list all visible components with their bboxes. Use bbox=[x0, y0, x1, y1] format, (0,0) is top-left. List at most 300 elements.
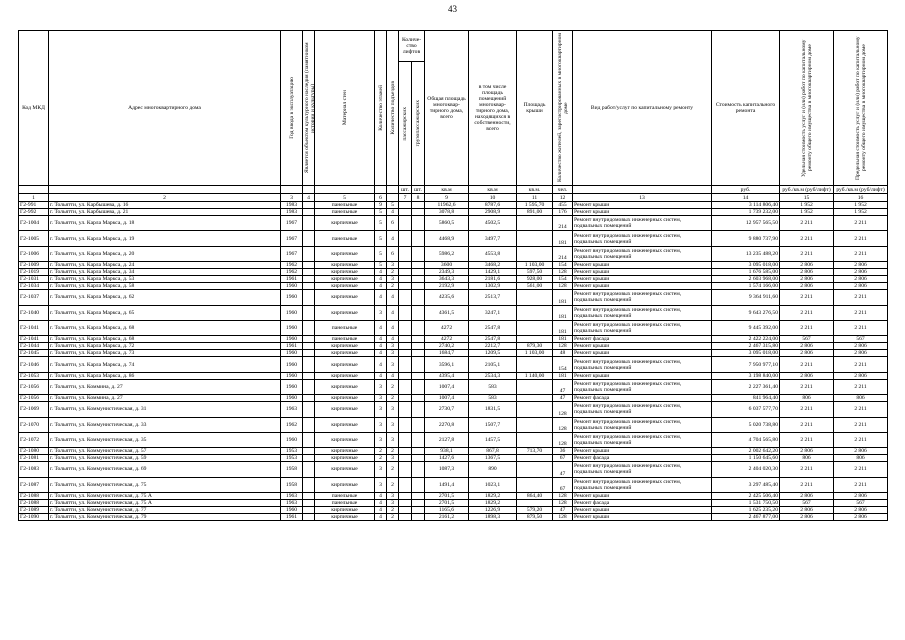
cell-address: г. Тольятти, ул. Коммунистическая, д. 75 А bbox=[49, 493, 281, 500]
cell-year: 1967 bbox=[281, 246, 303, 261]
cell-unit-cost: 2 806 bbox=[780, 372, 834, 379]
cell-floors: 3 bbox=[375, 462, 387, 477]
cell-owned-area: 890 bbox=[469, 462, 517, 477]
cell-limit-cost: 567 bbox=[834, 500, 888, 507]
table-row bbox=[19, 262, 888, 269]
cell-residents: 128 bbox=[553, 269, 573, 276]
cell-freight-lifts bbox=[412, 402, 425, 417]
cell-code: Г2-1006 bbox=[19, 246, 49, 261]
cell-wall: кирпичные bbox=[315, 507, 375, 514]
cell-limit-cost: 2 806 bbox=[834, 283, 888, 290]
cell-work-type: Ремонт внутридомовых инженерных систем, подвальных помещений bbox=[573, 432, 712, 447]
table-row bbox=[19, 336, 888, 343]
cell-code: Г2-1037 bbox=[19, 290, 49, 305]
cell-floors: 9 bbox=[375, 202, 387, 209]
cell-year: 1961 bbox=[281, 514, 303, 521]
cell-year: 1960 bbox=[281, 357, 303, 372]
cell-unit-cost: 2 806 bbox=[780, 448, 834, 455]
cell-entrances: 5 bbox=[387, 202, 399, 209]
cell-owned-area: 583 bbox=[469, 395, 517, 402]
cell-cultural bbox=[303, 290, 315, 305]
cell-freight-lifts bbox=[412, 269, 425, 276]
cell-address: г. Тольятти, ул. Карла Маркса, д. 20 bbox=[49, 246, 281, 261]
cell-floors: 2 bbox=[375, 448, 387, 455]
cell-residents: 36 bbox=[553, 448, 573, 455]
cell-owned-area: 583 bbox=[469, 379, 517, 394]
column-number-cell: 13 bbox=[573, 194, 712, 202]
cell-floors: 3 bbox=[375, 432, 387, 447]
cell-cultural bbox=[303, 305, 315, 320]
cell-floors: 3 bbox=[375, 417, 387, 432]
table-row bbox=[19, 357, 888, 372]
cell-total-area: 4235,6 bbox=[425, 290, 469, 305]
cell-residents: 214 bbox=[553, 216, 573, 231]
units-row bbox=[19, 186, 888, 194]
cell-cost: 3 114 806,40 bbox=[712, 202, 780, 209]
cell-wall: кирпичные bbox=[315, 379, 375, 394]
cell-year: 1960 bbox=[281, 372, 303, 379]
cell-unit-cost: 567 bbox=[780, 336, 834, 343]
unit-cell: руб./кв.м (руб/лифт) bbox=[780, 186, 834, 194]
cell-work-type: Ремонт внутридомовых инженерных систем, подвальных помещений bbox=[573, 402, 712, 417]
table-row bbox=[19, 395, 888, 402]
cell-freight-lifts bbox=[412, 305, 425, 320]
cell-passenger-lifts bbox=[399, 209, 412, 216]
cell-wall: кирпичные bbox=[315, 343, 375, 350]
cell-roof-area: 1 140,00 bbox=[517, 372, 553, 379]
cell-owned-area: 4502,5 bbox=[469, 216, 517, 231]
cell-roof-area: 864,40 bbox=[517, 493, 553, 500]
cell-total-area: 3078,8 bbox=[425, 209, 469, 216]
cell-roof-area bbox=[517, 477, 553, 492]
cell-roof-area bbox=[517, 379, 553, 394]
cell-roof-area: 879,50 bbox=[517, 514, 553, 521]
cell-owned-area: 1209,5 bbox=[469, 350, 517, 357]
cell-owned-area: 4553,8 bbox=[469, 246, 517, 261]
cell-cultural bbox=[303, 216, 315, 231]
cell-work-type: Ремонт крыши bbox=[573, 448, 712, 455]
cell-cultural bbox=[303, 262, 315, 269]
header-work-type: Вид работ/услуг по капитальному ремонту bbox=[573, 31, 712, 186]
unit-cell: руб. bbox=[712, 186, 780, 194]
cell-freight-lifts bbox=[412, 477, 425, 492]
table-row bbox=[19, 269, 888, 276]
cell-unit-cost: 2 211 bbox=[780, 379, 834, 394]
cell-year: 1960 bbox=[281, 283, 303, 290]
column-number-cell: 10 bbox=[469, 194, 517, 202]
table-row bbox=[19, 500, 888, 507]
cell-code: Г2-1041 bbox=[19, 320, 49, 335]
cell-wall: кирпичные bbox=[315, 246, 375, 261]
cell-passenger-lifts bbox=[399, 448, 412, 455]
unit-cell bbox=[49, 186, 281, 194]
table-row bbox=[19, 283, 888, 290]
cell-address: г. Тольятти, ул. Карла Маркса, д. 34 bbox=[49, 269, 281, 276]
cell-entrances: 4 bbox=[387, 320, 399, 335]
cell-code: Г2-1041 bbox=[19, 336, 49, 343]
cell-owned-area: 2547,8 bbox=[469, 320, 517, 335]
cell-year: 1983 bbox=[281, 209, 303, 216]
cell-floors: 3 bbox=[375, 477, 387, 492]
cell-wall: кирпичные bbox=[315, 477, 375, 492]
cell-roof-area bbox=[517, 246, 553, 261]
cell-passenger-lifts bbox=[399, 283, 412, 290]
cell-floors: 4 bbox=[375, 493, 387, 500]
cell-roof-area: 561,00 bbox=[517, 283, 553, 290]
cell-total-area: 4272 bbox=[425, 320, 469, 335]
header-address: Адрес многоквартирного дома bbox=[49, 31, 281, 186]
cell-limit-cost: 2 211 bbox=[834, 357, 888, 372]
cell-passenger-lifts bbox=[399, 246, 412, 261]
cell-wall: кирпичные bbox=[315, 395, 375, 402]
cell-address: г. Тольятти, ул. Коммунистическая, д. 31 bbox=[49, 402, 281, 417]
cell-freight-lifts bbox=[412, 462, 425, 477]
cell-address: г. Тольятти, ул. Карла Маркса, д. 62 bbox=[49, 290, 281, 305]
cell-wall: кирпичные bbox=[315, 357, 375, 372]
cell-entrances: 3 bbox=[387, 276, 399, 283]
cell-year: 1953 bbox=[281, 448, 303, 455]
table-row bbox=[19, 402, 888, 417]
cell-year: 1960 bbox=[281, 320, 303, 335]
cell-work-type: Ремонт крыши bbox=[573, 514, 712, 521]
cell-owned-area: 3247,1 bbox=[469, 305, 517, 320]
cell-residents: 48 bbox=[553, 350, 573, 357]
cell-unit-cost: 806 bbox=[780, 395, 834, 402]
cell-limit-cost: 2 211 bbox=[834, 432, 888, 447]
cell-address: г. Тольятти, ул. Коммунистическая, д. 35 bbox=[49, 432, 281, 447]
cell-unit-cost: 2 806 bbox=[780, 283, 834, 290]
cell-wall: кирпичные bbox=[315, 402, 375, 417]
cell-owned-area: 3468,2 bbox=[469, 262, 517, 269]
cell-freight-lifts bbox=[412, 514, 425, 521]
cell-total-area: 938,1 bbox=[425, 448, 469, 455]
cell-passenger-lifts bbox=[399, 455, 412, 462]
cell-roof-area bbox=[517, 305, 553, 320]
cell-freight-lifts bbox=[412, 276, 425, 283]
cell-year: 1963 bbox=[281, 402, 303, 417]
cell-passenger-lifts bbox=[399, 493, 412, 500]
cell-work-type: Ремонт внутридомовых инженерных систем, подвальных помещений bbox=[573, 305, 712, 320]
cell-address: г. Тольятти, ул. Карла Маркса, д. 18 bbox=[49, 216, 281, 231]
cell-entrances: 3 bbox=[387, 455, 399, 462]
cell-cultural bbox=[303, 477, 315, 492]
cell-cost: 2 404 020,30 bbox=[712, 462, 780, 477]
header-wall: Материал стен bbox=[315, 31, 375, 186]
cell-passenger-lifts bbox=[399, 402, 412, 417]
header-year: Год ввода в эксплуатацию bbox=[281, 31, 303, 186]
header-cultural: Является объектом культурного наследия (памятником истории и культуры) bbox=[303, 31, 315, 186]
cell-address: г. Тольятти, ул. Карла Маркса, д. 86 bbox=[49, 372, 281, 379]
cell-address: г. Тольятти, ул. Карбышева, д. 21 bbox=[49, 209, 281, 216]
cell-wall: панельные bbox=[315, 500, 375, 507]
table-row bbox=[19, 276, 888, 283]
cell-cultural bbox=[303, 417, 315, 432]
cell-unit-cost: 2 211 bbox=[780, 477, 834, 492]
unit-cell bbox=[19, 186, 49, 194]
cell-floors: 5 bbox=[375, 231, 387, 246]
cell-passenger-lifts bbox=[399, 231, 412, 246]
table-row bbox=[19, 290, 888, 305]
cell-entrances: 2 bbox=[387, 395, 399, 402]
cell-total-area: 1087,3 bbox=[425, 462, 469, 477]
cell-work-type: Ремонт крыши bbox=[573, 262, 712, 269]
cell-passenger-lifts bbox=[399, 350, 412, 357]
cell-entrances: 2 bbox=[387, 462, 399, 477]
cell-work-type: Ремонт внутридомовых инженерных систем, подвальных помещений bbox=[573, 216, 712, 231]
cell-code: Г2-1040 bbox=[19, 305, 49, 320]
cell-cost: 2 227 361,40 bbox=[712, 379, 780, 394]
cell-unit-cost: 806 bbox=[780, 455, 834, 462]
cell-address: г. Тольятти, ул. Карбышева, д. 16 bbox=[49, 202, 281, 209]
unit-cell bbox=[303, 186, 315, 194]
cell-cost: 1 531 750,50 bbox=[712, 500, 780, 507]
cell-roof-area: 1 595,70 bbox=[517, 202, 553, 209]
cell-passenger-lifts bbox=[399, 462, 412, 477]
cell-cultural bbox=[303, 283, 315, 290]
cell-freight-lifts bbox=[412, 493, 425, 500]
cell-year: 1962 bbox=[281, 417, 303, 432]
cell-work-type: Ремонт фасада bbox=[573, 455, 712, 462]
cell-entrances: 2 bbox=[387, 269, 399, 276]
cell-cost: 3 095 018,00 bbox=[712, 262, 780, 269]
column-number-cell: 9 bbox=[425, 194, 469, 202]
cell-freight-lifts bbox=[412, 320, 425, 335]
cell-total-area: 1491,4 bbox=[425, 477, 469, 492]
cell-code: Г2-1088 bbox=[19, 500, 49, 507]
cell-cultural bbox=[303, 276, 315, 283]
cell-limit-cost: 2 806 bbox=[834, 448, 888, 455]
cell-work-type: Ремонт внутридомовых инженерных систем, подвальных помещений bbox=[573, 246, 712, 261]
cell-code: Г2-1070 bbox=[19, 417, 49, 432]
cell-owned-area: 2547,8 bbox=[469, 336, 517, 343]
cell-cultural bbox=[303, 246, 315, 261]
cell-roof-area: 1 103,00 bbox=[517, 350, 553, 357]
cell-floors: 4 bbox=[375, 350, 387, 357]
cell-floors: 5 bbox=[375, 216, 387, 231]
cell-freight-lifts bbox=[412, 283, 425, 290]
cell-limit-cost: 2 806 bbox=[834, 343, 888, 350]
cell-floors: 4 bbox=[375, 343, 387, 350]
cell-passenger-lifts bbox=[399, 477, 412, 492]
cell-code: Г2-1019 bbox=[19, 269, 49, 276]
header-total-area: Общая площадь многоквар-тирного дома, всего bbox=[425, 31, 469, 186]
cell-year: 1958 bbox=[281, 462, 303, 477]
cell-unit-cost: 2 806 bbox=[780, 269, 834, 276]
column-numbers-row bbox=[19, 194, 888, 202]
cell-year: 1960 bbox=[281, 336, 303, 343]
cell-year: 1960 bbox=[281, 379, 303, 394]
cell-address: г. Тольятти, ул. Карла Маркса, д. 19 bbox=[49, 231, 281, 246]
header-owned-area: в том числе площадь помещений многоквар-тирного дома, находящихся в собственности, всего bbox=[469, 31, 517, 186]
cell-cultural bbox=[303, 402, 315, 417]
cell-roof-area bbox=[517, 500, 553, 507]
header-code: Код МКД bbox=[19, 31, 49, 186]
cell-roof-area: 597,50 bbox=[517, 269, 553, 276]
cell-limit-cost: 806 bbox=[834, 455, 888, 462]
cell-entrances: 3 bbox=[387, 262, 399, 269]
cell-entrances: 4 bbox=[387, 290, 399, 305]
cell-freight-lifts bbox=[412, 350, 425, 357]
table-row bbox=[19, 209, 888, 216]
cell-residents: 181 bbox=[553, 320, 573, 335]
cell-owned-area: 2181,6 bbox=[469, 276, 517, 283]
cell-code: Г2-1009 bbox=[19, 262, 49, 269]
cell-entrances: 2 bbox=[387, 477, 399, 492]
cell-entrances: 3 bbox=[387, 343, 399, 350]
cell-address: г. Тольятти, ул. Карла Маркса, д. 58 bbox=[49, 283, 281, 290]
cell-cultural bbox=[303, 432, 315, 447]
cell-residents: 128 bbox=[553, 343, 573, 350]
cell-passenger-lifts bbox=[399, 417, 412, 432]
cell-freight-lifts bbox=[412, 343, 425, 350]
cell-limit-cost: 2 211 bbox=[834, 320, 888, 335]
cell-cost: 6 037 577,70 bbox=[712, 402, 780, 417]
cell-address: г. Тольятти, ул. Карла Маркса, д. 68 bbox=[49, 336, 281, 343]
cell-freight-lifts bbox=[412, 290, 425, 305]
cell-code: Г2-1046 bbox=[19, 357, 49, 372]
cell-code: Г2-1005 bbox=[19, 231, 49, 246]
cell-owned-area: 1302,9 bbox=[469, 283, 517, 290]
cell-residents: 154 bbox=[553, 262, 573, 269]
cell-wall: кирпичные bbox=[315, 462, 375, 477]
cell-roof-area: 713,70 bbox=[517, 448, 553, 455]
unit-cell bbox=[387, 186, 399, 194]
cell-freight-lifts bbox=[412, 507, 425, 514]
cell-entrances: 2 bbox=[387, 448, 399, 455]
column-number-cell: 8 bbox=[412, 194, 425, 202]
cell-code: Г2-1056 bbox=[19, 395, 49, 402]
header-freight-lifts: грузопассажирских bbox=[412, 62, 425, 186]
cell-passenger-lifts bbox=[399, 379, 412, 394]
header-entrances: Количество подъездов bbox=[387, 31, 399, 186]
cell-owned-area: 1829,2 bbox=[469, 500, 517, 507]
cell-passenger-lifts bbox=[399, 290, 412, 305]
cell-floors: 4 bbox=[375, 500, 387, 507]
cell-passenger-lifts bbox=[399, 507, 412, 514]
cell-work-type: Ремонт внутридомовых инженерных систем, подвальных помещений bbox=[573, 231, 712, 246]
unit-cell: руб./кв.м (руб/лифт) bbox=[834, 186, 888, 194]
cell-floors: 4 bbox=[375, 283, 387, 290]
cell-passenger-lifts bbox=[399, 262, 412, 269]
cell-year: 1960 bbox=[281, 350, 303, 357]
cell-limit-cost: 2 211 bbox=[834, 246, 888, 261]
cell-floors: 3 bbox=[375, 305, 387, 320]
cell-cultural bbox=[303, 514, 315, 521]
table-row bbox=[19, 216, 888, 231]
cell-wall: кирпичные bbox=[315, 372, 375, 379]
cell-address: г. Тольятти, ул. Карла Маркса, д. 72 bbox=[49, 343, 281, 350]
header-passenger-lifts: пассажирских bbox=[399, 62, 412, 186]
cell-work-type: Ремонт внутридомовых инженерных систем, подвальных помещений bbox=[573, 477, 712, 492]
cell-entrances: 3 bbox=[387, 402, 399, 417]
cell-freight-lifts bbox=[412, 395, 425, 402]
table-row bbox=[19, 432, 888, 447]
cell-residents: 128 bbox=[553, 500, 573, 507]
cell-floors: 5 bbox=[375, 262, 387, 269]
cell-residents: 47 bbox=[553, 379, 573, 394]
cell-floors: 4 bbox=[375, 372, 387, 379]
cell-wall: панельные bbox=[315, 202, 375, 209]
cell-owned-area: 1023,1 bbox=[469, 477, 517, 492]
cell-cultural bbox=[303, 336, 315, 343]
cell-roof-area: 928,00 bbox=[517, 276, 553, 283]
cell-total-area: 4361,5 bbox=[425, 305, 469, 320]
cell-limit-cost: 2 806 bbox=[834, 276, 888, 283]
cell-unit-cost: 2 211 bbox=[780, 417, 834, 432]
cell-work-type: Ремонт внутридомовых инженерных систем, подвальных помещений bbox=[573, 357, 712, 372]
cell-residents: 455 bbox=[553, 202, 573, 209]
unit-cell: чел. bbox=[553, 186, 573, 194]
cell-freight-lifts bbox=[412, 209, 425, 216]
cell-roof-area bbox=[517, 336, 553, 343]
cell-cultural bbox=[303, 372, 315, 379]
cell-work-type: Ремонт фасада bbox=[573, 500, 712, 507]
cell-code: Г2-1089 bbox=[19, 507, 49, 514]
cell-owned-area: 2212,7 bbox=[469, 343, 517, 350]
header-lifts: Количе-ство лифтов bbox=[399, 31, 425, 62]
cell-cultural bbox=[303, 462, 315, 477]
cell-limit-cost: 2 211 bbox=[834, 462, 888, 477]
cell-unit-cost: 2 211 bbox=[780, 216, 834, 231]
cell-cost: 3 198 840,00 bbox=[712, 372, 780, 379]
unit-cell: кв.м bbox=[425, 186, 469, 194]
cell-cultural bbox=[303, 357, 315, 372]
cell-unit-cost: 2 211 bbox=[780, 432, 834, 447]
cell-work-type: Ремонт крыши bbox=[573, 202, 712, 209]
cell-work-type: Ремонт крыши bbox=[573, 493, 712, 500]
cell-work-type: Ремонт внутридомовых инженерных систем, подвальных помещений bbox=[573, 290, 712, 305]
cell-freight-lifts bbox=[412, 357, 425, 372]
cell-total-area: 5860,5 bbox=[425, 216, 469, 231]
cell-address: г. Тольятти, ул. Карла Маркса, д. 68 bbox=[49, 320, 281, 335]
cell-owned-area: 3497,7 bbox=[469, 231, 517, 246]
cell-code: Г2-1088 bbox=[19, 493, 49, 500]
cell-limit-cost: 2 806 bbox=[834, 507, 888, 514]
table-row bbox=[19, 246, 888, 261]
table-row bbox=[19, 417, 888, 432]
cell-freight-lifts bbox=[412, 231, 425, 246]
cell-total-area: 1165,6 bbox=[425, 507, 469, 514]
cell-unit-cost: 2 211 bbox=[780, 357, 834, 372]
cell-total-area: 2127,8 bbox=[425, 432, 469, 447]
table-row bbox=[19, 455, 888, 462]
cell-unit-cost: 2 806 bbox=[780, 493, 834, 500]
cell-passenger-lifts bbox=[399, 432, 412, 447]
cell-owned-area: 2908,9 bbox=[469, 209, 517, 216]
cell-freight-lifts bbox=[412, 448, 425, 455]
cell-passenger-lifts bbox=[399, 336, 412, 343]
cell-cultural bbox=[303, 448, 315, 455]
cell-wall: кирпичные bbox=[315, 305, 375, 320]
cell-entrances: 3 bbox=[387, 350, 399, 357]
cell-roof-area bbox=[517, 402, 553, 417]
cell-code: Г2-1069 bbox=[19, 402, 49, 417]
cell-limit-cost: 2 211 bbox=[834, 379, 888, 394]
cell-code: Г2-1087 bbox=[19, 477, 49, 492]
column-number-cell: 6 bbox=[375, 194, 387, 202]
cell-cultural bbox=[303, 209, 315, 216]
cell-total-area: 2740,2 bbox=[425, 343, 469, 350]
cell-owned-area: 867,8 bbox=[469, 448, 517, 455]
cell-cost: 2 467 315,80 bbox=[712, 343, 780, 350]
cell-passenger-lifts bbox=[399, 320, 412, 335]
cell-residents: 176 bbox=[553, 209, 573, 216]
cell-residents: 154 bbox=[553, 357, 573, 372]
cell-year: 1963 bbox=[281, 500, 303, 507]
cell-cost: 841 964,40 bbox=[712, 395, 780, 402]
cell-address: г. Тольятти, ул. Коммунистическая, д. 77 bbox=[49, 507, 281, 514]
cell-roof-area: 1 103,00 bbox=[517, 262, 553, 269]
